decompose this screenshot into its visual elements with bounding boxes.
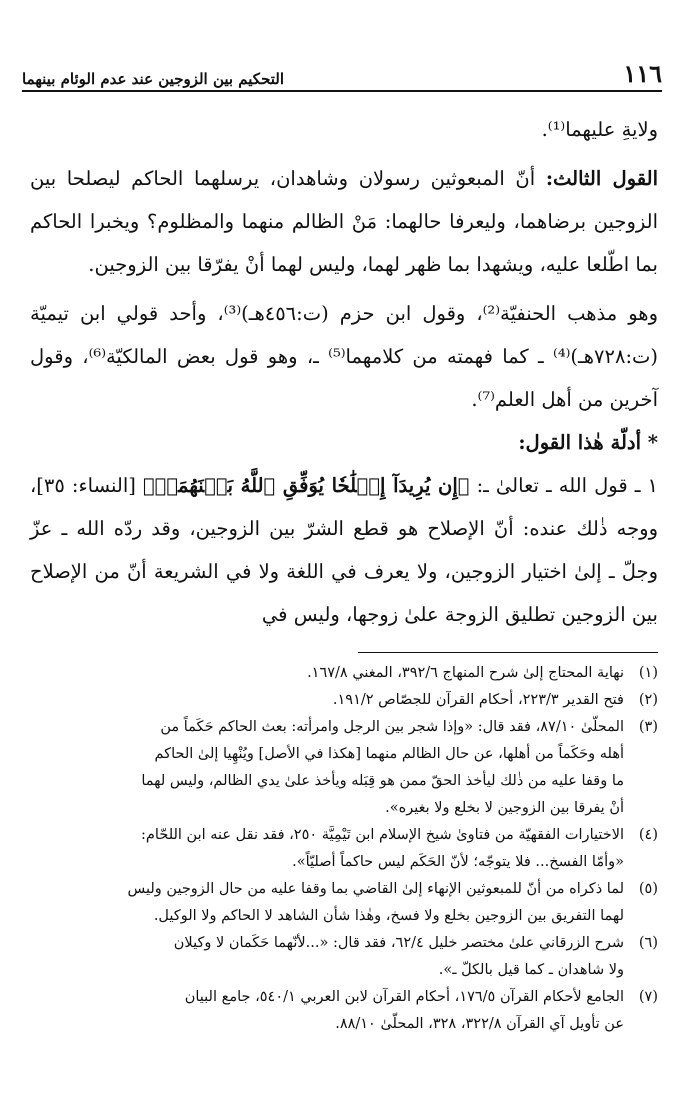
footnote: [30, 822, 658, 876]
footnote-text: [30, 660, 624, 687]
footnote-line: «وأمّا الفسخ... فلا يتوجّه؛ لأنّ الحَكَم ليس حاكماً أصليّاً».: [292, 854, 624, 870]
quran-verse: ﴿إِن يُرِيدَآ إِصۡلَٰحٗا يُوَفِّقِ ٱللَّهُ بَيۡنَهُمَآۗ﴾: [142, 474, 470, 497]
footnote: [30, 687, 658, 714]
footnote-text: [30, 822, 624, 876]
third-opinion-label: القول الثالث:: [545, 167, 658, 190]
footnote-line: شرح الزرقاني علىٰ مختصر خليل ٦٢/٤، فقد قال: «...لأنّهما حَكَمان لا وكيلان: [173, 935, 624, 951]
footnote-line: المحلّىٰ ٨٧/١٠، فقد قال: «وإذا شجر بين الرجل وامرأته: بعث الحاكم حَكَماً من: [160, 719, 624, 735]
footnote-number: (٤): [638, 827, 658, 843]
footnotes: [30, 660, 658, 1038]
footnote-line: ولا شاهدان ـ كما قيل بالكلّ ـ».: [438, 962, 624, 978]
footnote-divider: [358, 652, 658, 653]
footnote-line: الاختيارات الفقهيّة من فتاوىٰ شيخ الإسلام ابن تَيْمِيَّة ٢٥٠، فقد نقل عنه ابن اللحّام:: [141, 827, 624, 843]
page-header: [22, 54, 662, 92]
footnote-number: (٣): [638, 719, 658, 735]
footnote: [30, 714, 658, 822]
footnote-number: (٧): [638, 989, 658, 1005]
footnote-text: [30, 930, 624, 984]
footnote: [30, 930, 658, 984]
footnote: [30, 660, 658, 687]
paragraph-evidence-1: [30, 464, 658, 636]
footnote-line: أنْ يفرقا بين الزوجين لا بخلع ولا بغيره».: [385, 800, 624, 816]
footnote-line: عن تأويل آي القرآن ٣٢٢/٨، ٣٢٨، المحلّىٰ ٨٨/١٠.: [335, 1016, 624, 1032]
third-opinion-text: أنّ المبعوثين رسولان وشاهدان، يرسلهما الحاكم ليصلحا بين الزوجين برضاهما، وليعرفا حالهما: مَنْ الظالم منهما والمظلوم؟ ويخبرا الحاكم بما اطّلعا عليه، ويشهدا بما ظهر لهما، وليس لهما أنْ يفرّقا بين الزوجين.: [30, 167, 658, 276]
footnote-number: (٢): [638, 692, 658, 708]
footnote-line: لما ذكراه من أنّ للمبعوثين الإنهاء إلىٰ القاضي بما وقفا عليه من حال الزوجين وليس: [127, 881, 624, 897]
footnote-line: أهله وحَكَماً من أهلها، عن حال الظالم منهما [هكذا في الأصل] ويُنْهِيا إلىٰ الحاكم: [154, 746, 624, 762]
page-number: ١١٦: [623, 59, 662, 88]
main-text: [30, 108, 658, 636]
footnote-line: لهما التفريق بين الزوجين بخلع ولا فسخ، وهٰذا شأن الشاهد لا الحاكم ولا الوكيل.: [153, 908, 624, 924]
footnote: [30, 984, 658, 1038]
footnote-text: [30, 687, 624, 714]
evidence-1-intro: ١ ـ قول الله ـ تعالىٰ ـ:: [469, 474, 659, 497]
footnote-line: ما وقفا عليه من ذٰلك ليأخذ الحقّ ممن هو قِبَله ويأخذ علىٰ يدي الظالم، وليس لهما: [141, 773, 624, 789]
footnote-number: (١): [638, 665, 658, 681]
footnote-text: [30, 984, 624, 1038]
paragraph-continuation: ولايةِ عليهما⁽¹⁾.: [541, 118, 658, 141]
running-title: التحكيم بين الزوجين عند عدم الوئام بينهما: [22, 70, 285, 88]
paragraph-third-opinion: [30, 157, 658, 286]
evidence-1-text: [النساء: ٣٥]، ووجه ذٰلك عنده: أنّ الإصلاح هو قطع الشرّ بين الزوجين، وقد ردّه الله ـ عزّ وجلّ ـ إلىٰ اختيار الزوجين، ولا يعرف في اللغة ولا في الشريعة أنّ من الإصلاح بين الزوجين تطليق الزوجة علىٰ زوجها، وليس في: [30, 474, 658, 626]
footnote-text: [30, 876, 624, 930]
evidence-heading: * أدلّة هٰذا القول:: [518, 431, 658, 454]
footnote-line: الجامع لأحكام القرآن ١٧٦/٥، أحكام القرآن لابن العربي ٥٤٠/١، جامع البيان: [184, 989, 624, 1005]
footnote-text: [30, 714, 624, 822]
footnote-line: فتح القدير ٢٢٣/٣، أحكام القرآن للجصّاص ١٩١/٢.: [332, 692, 624, 708]
footnote-line: نهاية المحتاج إلىٰ شرح المنهاج ٣٩٢/٦، المغني ١٦٧/٨.: [307, 665, 624, 681]
footnote-number: (٦): [638, 935, 658, 951]
footnote: [30, 876, 658, 930]
paragraph-holders: وهو مذهب الحنفيّة⁽²⁾، وقول ابن حزم (ت:٤٥٦هـ)⁽³⁾، وأحد قولي ابن تيميّة (ت:٧٢٨هـ)⁽⁴⁾ ـ كما فهمته من كلامهما⁽⁵⁾ ـ، وهو قول بعض المالكيّة⁽⁶⁾، وقول آخرين من أهل العلم⁽⁷⁾.: [30, 302, 659, 411]
footnote-number: (٥): [638, 881, 658, 897]
